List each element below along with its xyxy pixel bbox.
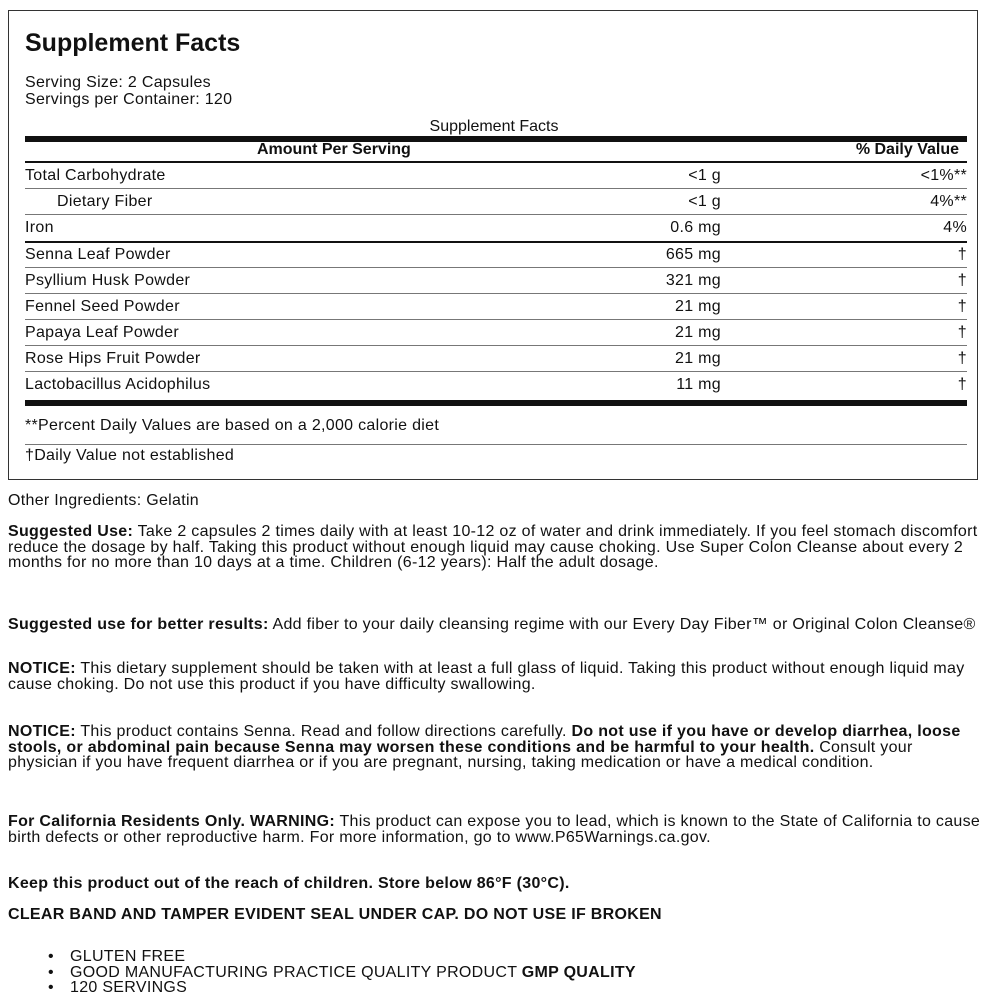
ingredient-amount: 665 mg bbox=[665, 246, 721, 263]
ingredient-amount: 11 mg bbox=[676, 376, 721, 393]
serving-size: Serving Size: 2 Capsules bbox=[25, 74, 211, 91]
notice-senna bbox=[8, 724, 983, 771]
other-ingredients: Other Ingredients: Gelatin bbox=[8, 492, 200, 509]
better-results-text: Add fiber to your daily cleansing regime with our Every Day Fiber™ or Original Colon Cleanse® bbox=[268, 616, 976, 633]
list-item: • GLUTEN FREE bbox=[8, 949, 983, 965]
ingredient-amount: 21 mg bbox=[675, 324, 721, 341]
table-row bbox=[25, 320, 967, 346]
ingredient-daily-value: † bbox=[957, 376, 967, 393]
header-daily-value: % Daily Value bbox=[855, 141, 959, 158]
california-warning bbox=[8, 814, 983, 845]
table-row bbox=[25, 268, 967, 294]
table-row bbox=[25, 372, 967, 398]
nutrient-daily-value: 4% bbox=[943, 219, 967, 236]
ingredient-daily-value: † bbox=[957, 298, 967, 315]
notice-label: NOTICE: bbox=[8, 723, 76, 740]
table-row bbox=[25, 346, 967, 372]
table-caption: Supplement Facts bbox=[429, 118, 559, 135]
suggested-use-label: Suggested Use: bbox=[8, 523, 134, 540]
panel-title: Supplement Facts bbox=[25, 29, 241, 57]
notice-choking bbox=[8, 661, 983, 692]
nutrient-name: Total Carbohydrate bbox=[25, 167, 166, 184]
supplement-facts-panel bbox=[8, 10, 978, 480]
notice-text: This product contains Senna. Read and follow directions carefully. bbox=[75, 723, 572, 740]
gmp-quality-label: GMP QUALITY bbox=[521, 963, 636, 981]
feature-list bbox=[8, 949, 983, 996]
nutrient-amount: <1 g bbox=[688, 167, 721, 184]
table-header bbox=[25, 141, 967, 161]
california-text: This product can expose you to lead, which is known to the State of California to cause birth defects or other reproductive harm. For more information, go to www.P65Warnings.ca.gov. bbox=[8, 813, 981, 846]
nutrient-daily-value: <1%** bbox=[920, 167, 967, 184]
ingredient-name: Fennel Seed Powder bbox=[25, 298, 180, 315]
ingredient-name: Senna Leaf Powder bbox=[25, 246, 171, 263]
footnote-percent-dv: **Percent Daily Values are based on a 2,000 calorie diet bbox=[25, 417, 440, 434]
nutrient-name: Iron bbox=[25, 219, 54, 236]
nutrient-amount: 0.6 mg bbox=[670, 219, 721, 236]
notice-text-after: Consult your physician if you have frequent diarrhea or if you are pregnant, nursing, taking medication or have a medical condition. bbox=[8, 738, 913, 771]
ingredient-name: Papaya Leaf Powder bbox=[25, 324, 179, 341]
header-amount: Amount Per Serving bbox=[257, 141, 411, 158]
ingredient-daily-value: † bbox=[957, 350, 967, 367]
notice-label: NOTICE: bbox=[8, 660, 76, 677]
notice-text: This dietary supplement should be taken with at least a full glass of liquid. Taking this product without enough liquid may cause choking. Do not use this product if you have difficulty swallowing. bbox=[8, 660, 965, 693]
california-label: For California Residents Only. WARNING: bbox=[8, 813, 335, 830]
list-item: • 120 SERVINGS bbox=[8, 980, 983, 996]
table-row bbox=[25, 189, 967, 215]
suggested-use-text: Take 2 capsules 2 times daily with at least 10-12 oz of water and drink immediately. If you feel stomach discomfort reduce the dosage by half. Taking this product without enough liquid may cause choking. Use Super Colon Cleanse about every 2 months for no more than 10 days at a time. Children (6-12 years): Half the adult dosage. bbox=[8, 523, 978, 571]
ingredient-name: Psyllium Husk Powder bbox=[25, 272, 191, 289]
ingredient-amount: 21 mg bbox=[675, 350, 721, 367]
suggested-use bbox=[8, 524, 983, 571]
footnote-dagger: †Daily Value not established bbox=[25, 447, 235, 464]
ingredient-name: Rose Hips Fruit Powder bbox=[25, 350, 201, 367]
notice-warning-bold: Do not use if you have or develop diarrhea, loose stools, or abdominal pain because Senna may worsen these conditions and be harmful to your health. bbox=[8, 723, 961, 756]
ingredient-amount: 321 mg bbox=[665, 272, 721, 289]
bottom-thick-rule bbox=[25, 400, 967, 406]
ingredient-daily-value: † bbox=[957, 246, 967, 263]
nutrient-amount: <1 g bbox=[688, 193, 721, 210]
keep-away-notice: Keep this product out of the reach of children. Store below 86°F (30°C). bbox=[8, 875, 570, 892]
seal-notice: CLEAR BAND AND TAMPER EVIDENT SEAL UNDER CAP. DO NOT USE IF BROKEN bbox=[8, 906, 662, 923]
better-results bbox=[8, 617, 983, 633]
table-row bbox=[25, 215, 967, 241]
servings-per-container: Servings per Container: 120 bbox=[25, 91, 233, 108]
better-results-label: Suggested use for better results: bbox=[8, 616, 269, 633]
ingredient-daily-value: † bbox=[957, 324, 967, 341]
ingredient-name: Lactobacillus Acidophilus bbox=[25, 376, 211, 393]
nutrient-name: Dietary Fiber bbox=[57, 193, 153, 210]
footnote-divider bbox=[25, 444, 967, 445]
table-row bbox=[25, 163, 967, 189]
table-row bbox=[25, 242, 967, 268]
nutrient-daily-value: 4%** bbox=[930, 193, 967, 210]
table-row bbox=[25, 294, 967, 320]
ingredient-amount: 21 mg bbox=[675, 298, 721, 315]
list-item: • GOOD MANUFACTURING PRACTICE QUALITY PRODUCT GMP QUALITY bbox=[8, 965, 983, 981]
ingredient-daily-value: † bbox=[957, 272, 967, 289]
